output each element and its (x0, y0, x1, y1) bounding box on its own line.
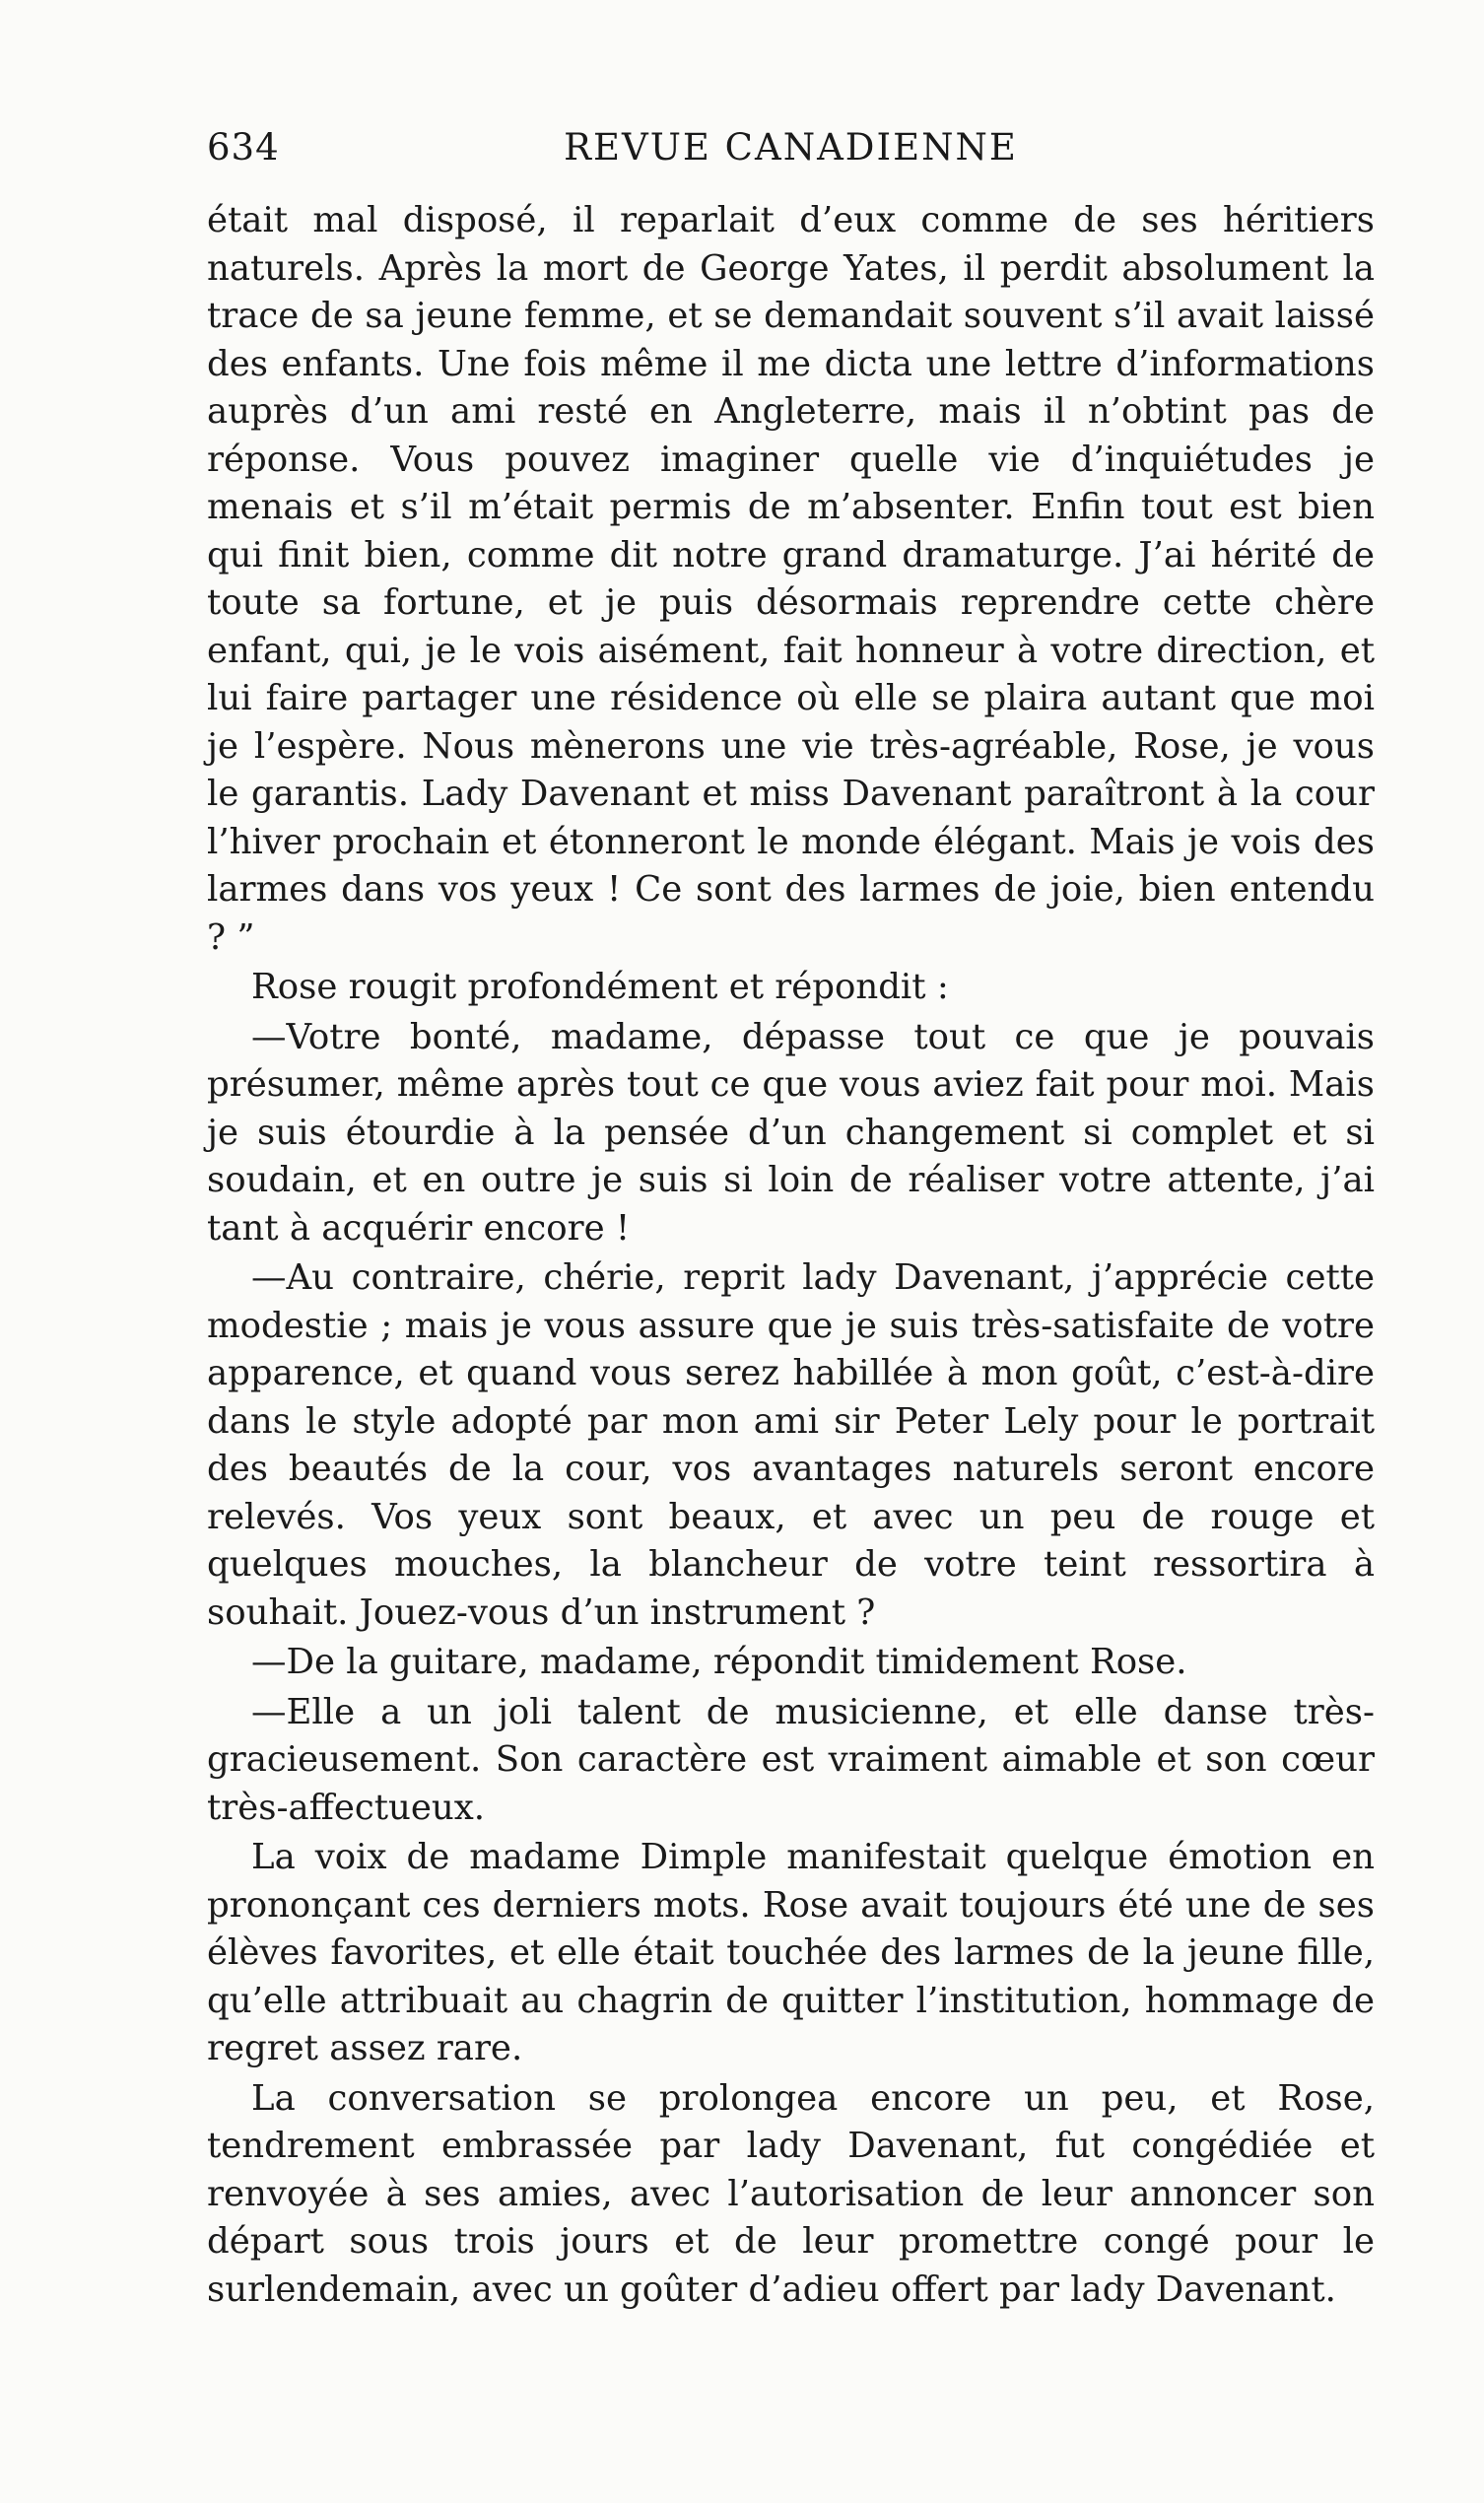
paragraph: La conversation se prolongea encore un peu, et Rose, tendrement embrassée par lady Davenant, fut congédiée et renvoyée à ses amies, avec l’autorisation de leur annoncer son départ sous trois jours et de leur promettre congé pour le surlendemain, avec un goûter d’adieu offert par lady Davenant. (207, 2077, 1375, 2310)
paragraph: La voix de madame Dimple manifestait quelque émotion en prononçant ces derniers mots. Rose avait toujours été une de ses élèves favorites, et elle était touchée des larmes de la jeune fille, qu’elle attribuait au chagrin de quitter l’institution, hommage de regret assez rare. (207, 1837, 1375, 2068)
paragraph-dialogue: —Au contraire, chérie, reprit lady Davenant, j’apprécie cette modestie ; mais je vous assure que je suis très-satisfaite de votre apparence, et quand vous serez habillée à mon goût, c’est-à-dire dans le style adopté par mon ami sir Peter Lely pour le portrait des beautés de la cour, vos avantages naturels seront encore relevés. Vos yeux sont beaux, et avec un peu de rouge et quelques mouches, la blancheur de votre teint ressortira à souhait. Jouez-vous d’un instrument ? (207, 1257, 1375, 1633)
paragraph-dialogue: —Votre bonté, madame, dépasse tout ce que je pouvais présumer, même après tout ce que vous aviez fait pour moi. Mais je suis étourdie à la pensée d’un changement si complet et si soudain, et en outre je suis si loin de réaliser votre attente, j’ai tant à acquérir encore ! (207, 1016, 1375, 1249)
paragraph-continued: était mal disposé, il reparlait d’eux comme de ses héritiers naturels. Après la mort de George Yates, il perdit absolument la trace de sa jeune femme, et se demandait souvent s’il avait laissé des enfants. Une fois même il me dicta une lettre d’informations auprès d’un ami resté en Angleterre, mais il n’obtint pas de réponse. Vous pouvez imaginer quelle vie d’inquiétudes je menais et s’il m’était permis de m’absenter. Enfin tout est bien qui finit bien, comme dit notre grand dramaturge. J’ai hérité de toute sa fortune, et je puis désormais reprendre cette chère enfant, qui, je le vois aisément, fait honneur à votre direction, et lui faire partager une résidence où elle se plaira autant que moi je l’espère. Nous mènerons une vie très-agréable, Rose, je vous le garantis. Lady Davenant et miss Davenant paraîtront à la cour l’hiver prochain et étonneront le monde élégant. Mais je vois des larmes dans vos yeux ! Ce sont des larmes de joie, bien entendu ? ” (207, 200, 1375, 958)
body-text (207, 197, 1375, 2316)
paragraph-dialogue: —Elle a un joli talent de musicienne, et elle danse très-gracieusement. Son caractère est vraiment aimable et son cœur très-affectueux. (207, 1691, 1375, 1828)
paragraph-dialogue: —De la guitare, madame, répondit timidement Rose. (251, 1642, 1187, 1682)
page-number: 634 (207, 126, 280, 169)
running-head (207, 126, 1375, 185)
paragraph: Rose rougit profondément et répondit : (251, 967, 949, 1007)
journal-title: REVUE CANADIENNE (564, 126, 1018, 169)
